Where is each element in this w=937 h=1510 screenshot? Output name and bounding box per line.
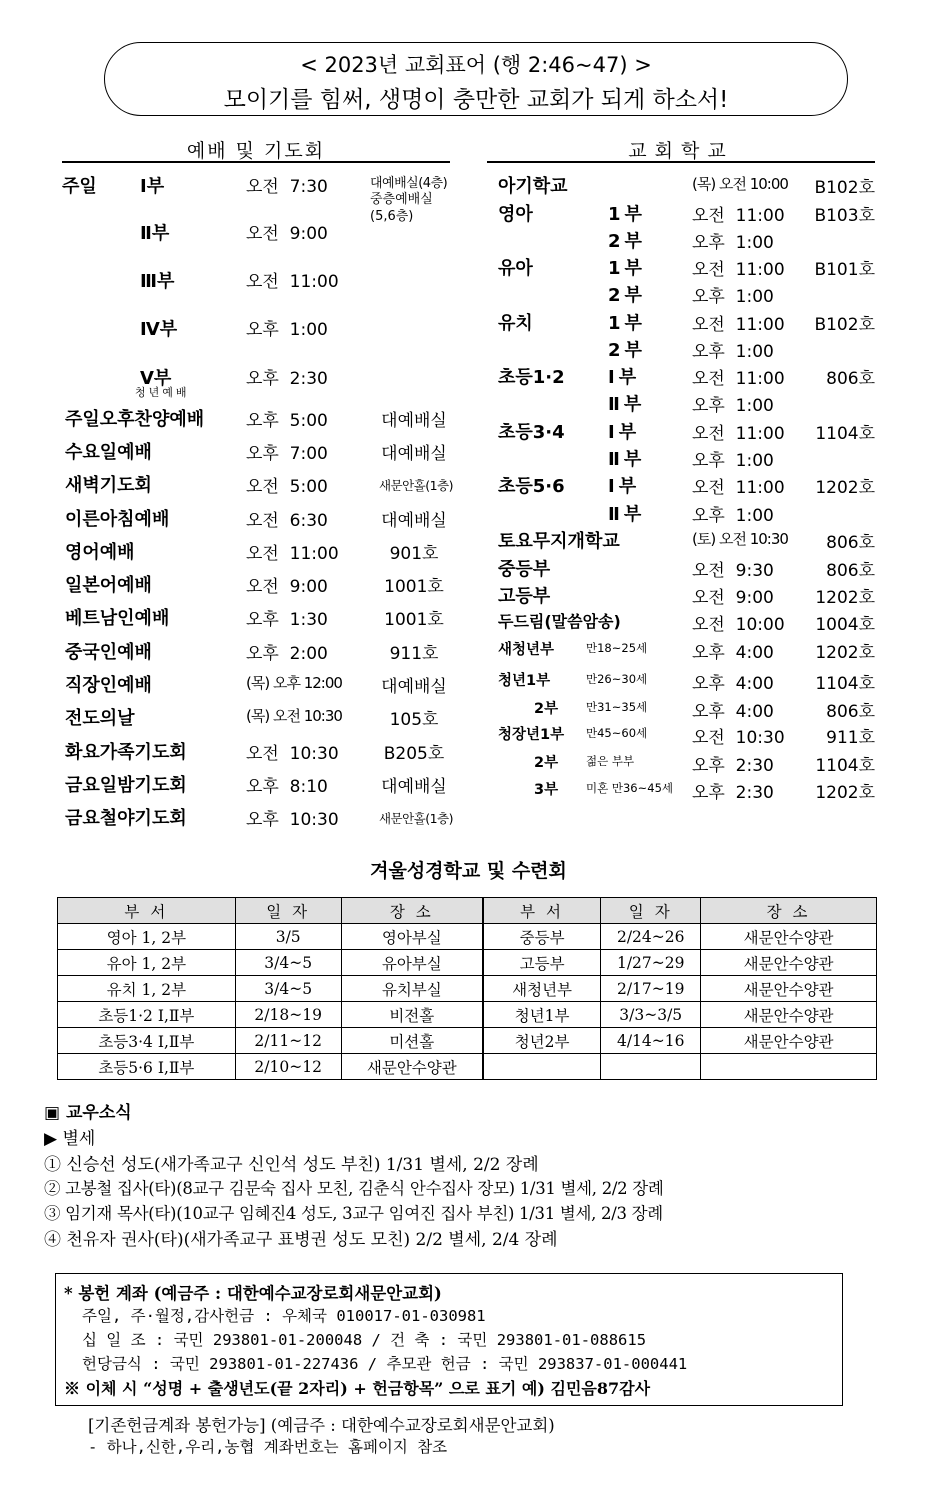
worship-name: 이른아침예배 xyxy=(65,509,170,530)
winter-header-cell: 부 서 xyxy=(483,898,601,924)
school-time: 오전 10:00 xyxy=(692,615,785,635)
school-part: Ⅰ부 xyxy=(608,476,641,497)
school-time: 오전 11:00 xyxy=(692,206,785,226)
sunday-service-part: Ⅱ부 xyxy=(140,223,170,244)
sunday-service-time: 오후 2:30 xyxy=(246,369,328,389)
school-dept: 중등부 xyxy=(498,559,551,580)
news-sub: ▶ 별세 xyxy=(44,1129,96,1149)
winter-schedule-table xyxy=(57,897,877,1080)
sunday-service-part: Ⅲ부 xyxy=(140,271,175,292)
table-cell: 새문안수양관 xyxy=(701,950,877,976)
worship-time: 오전 10:30 xyxy=(246,744,339,764)
young-time: 오후 2:30 xyxy=(692,783,774,803)
worship-name: 직장인예배 xyxy=(65,675,152,696)
table-cell: 새문안수양관 xyxy=(701,1002,877,1028)
table-cell: 2/10~12 xyxy=(235,1054,341,1080)
school-time: 오전 11:00 xyxy=(692,424,785,444)
table-cell: 2/24~26 xyxy=(601,924,701,950)
young-room: 1202호 xyxy=(815,783,875,803)
young-time: 오후 4:00 xyxy=(692,643,774,663)
young-dept: 2부 xyxy=(534,701,559,717)
table-cell: 새문안수양관 xyxy=(701,1028,877,1054)
school-dept: 고등부 xyxy=(498,586,551,607)
worship-time: 오전 5:00 xyxy=(246,477,328,497)
donation-line-4: 헌당금식 : 국민 293801-01-227436 / 추모관 헌금 : 국민 293837-01-000441 xyxy=(82,1355,688,1373)
young-dept: 새청년부 xyxy=(498,642,555,658)
school-room: 1202호 xyxy=(815,478,875,498)
school-room: B102호 xyxy=(814,178,875,198)
young-room: 806호 xyxy=(826,702,875,722)
school-part: 2부 xyxy=(608,340,646,361)
table-cell: 2/11~12 xyxy=(235,1028,341,1054)
winter-header-cell: 장 소 xyxy=(341,898,483,924)
table-cell: 초등1·2 Ⅰ,Ⅱ부 xyxy=(58,1002,236,1028)
worship-name: 화요가족기도회 xyxy=(65,742,187,763)
news-item: ② 고봉철 집사(타)(8교구 김문숙 집사 모친, 김춘식 안수집사 장모) 1/31 별세, 2/2 장례 xyxy=(44,1179,664,1198)
worship-place: 대예배실 xyxy=(381,411,447,431)
table-cell: 1/27~29 xyxy=(601,950,701,976)
table-cell: 영아 1, 2부 xyxy=(58,924,236,950)
worship-place: 새문안홀(1층) xyxy=(378,811,454,826)
table-cell: 새문안수양관 xyxy=(701,976,877,1002)
news-item: ④ 천유자 권사(타)(새가족교구 표병권 성도 모친) 2/2 별세, 2/4 장례 xyxy=(44,1230,558,1250)
worship-place: 대예배실 xyxy=(381,777,447,797)
school-part: Ⅰ부 xyxy=(608,367,641,388)
worship-time: (목) 오전 10:30 xyxy=(246,707,342,725)
school-room: B102호 xyxy=(814,315,875,335)
winter-header-cell: 일 자 xyxy=(601,898,701,924)
school-dept: 유아 xyxy=(498,258,533,279)
school-part: 1부 xyxy=(608,258,646,279)
school-part: Ⅰ부 xyxy=(608,422,641,443)
young-age: 만45~60세 xyxy=(586,726,648,740)
school-dept: 초등3·4 xyxy=(498,422,565,443)
young-age: 만18~25세 xyxy=(586,641,648,655)
worship-place: B205호 xyxy=(383,744,445,764)
youth-worship-note: 청년예배 xyxy=(135,386,190,399)
worship-name: 중국인예배 xyxy=(65,642,152,663)
school-dept: 토요무지개학교 xyxy=(498,531,620,552)
young-age: 미혼 만36~45세 xyxy=(586,781,673,795)
table-cell: 2/18~19 xyxy=(235,1002,341,1028)
worship-name: 일본어예배 xyxy=(65,575,152,596)
young-time: 오후 4:00 xyxy=(692,674,774,694)
table-cell: 유아부실 xyxy=(341,950,483,976)
sunday-service-part: Ⅴ부 xyxy=(140,368,172,389)
school-part: Ⅱ부 xyxy=(608,449,646,470)
worship-time: 오전 11:00 xyxy=(246,544,339,564)
table-cell xyxy=(601,1054,701,1080)
worship-time: (목) 오후 12:00 xyxy=(246,674,342,692)
young-dept: 청년1부 xyxy=(498,673,551,689)
school-part: Ⅱ부 xyxy=(608,504,646,525)
table-cell: 2/17~19 xyxy=(601,976,701,1002)
worship-place: 대예배실 xyxy=(381,444,447,464)
table-cell: 영아부실 xyxy=(341,924,483,950)
motto-banner xyxy=(104,42,848,116)
school-dept: 아기학교 xyxy=(498,176,568,197)
donation-extra-1: [기존헌금계좌 봉헌가능] (예금주 : 대한예수교장로회새문안교회) xyxy=(88,1416,555,1435)
table-cell: 3/5 xyxy=(235,924,341,950)
school-time: 오전 11:00 xyxy=(692,369,785,389)
school-room: B103호 xyxy=(814,206,875,226)
young-time: 오후 2:30 xyxy=(692,756,774,776)
school-time: 오후 1:00 xyxy=(692,287,774,307)
school-room: 1004호 xyxy=(815,615,875,635)
young-dept: 청장년1부 xyxy=(498,727,565,743)
winter-title: 겨울성경학교 및 수련회 xyxy=(370,860,567,882)
sunday-service-time: 오전 7:30 xyxy=(246,177,328,197)
young-room: 1202호 xyxy=(815,643,875,663)
table-cell: 유치부실 xyxy=(341,976,483,1002)
worship-rule xyxy=(62,161,450,163)
donation-line-1: * 봉헌 계좌 (예금주 : 대한예수교장로회새문안교회) xyxy=(64,1284,442,1303)
school-dept: 유치 xyxy=(498,313,533,334)
donation-extra-2: - 하나,신한,우리,농협 계좌번호는 홈페이지 참조 xyxy=(88,1438,448,1456)
worship-name: 주일오후찬양예배 xyxy=(65,409,205,430)
table-cell: 비전홀 xyxy=(341,1002,483,1028)
school-time: 오전 9:30 xyxy=(692,561,774,581)
table-cell: 3/4~5 xyxy=(235,950,341,976)
school-time: 오후 1:00 xyxy=(692,451,774,471)
young-room: 911호 xyxy=(826,728,875,748)
school-room: 806호 xyxy=(826,369,875,389)
worship-name: 베트남인예배 xyxy=(65,608,170,629)
winter-header-cell: 일 자 xyxy=(235,898,341,924)
sunday-label: 주일 xyxy=(62,176,97,197)
worship-time: 오후 7:00 xyxy=(246,444,328,464)
worship-title: 예배 및 기도회 xyxy=(186,140,326,162)
school-room: 1104호 xyxy=(815,424,875,444)
school-part: 2부 xyxy=(608,285,646,306)
worship-place: 911호 xyxy=(389,644,439,664)
table-cell: 초등5·6 Ⅰ,Ⅱ부 xyxy=(58,1054,236,1080)
young-age: 만26~30세 xyxy=(586,672,648,686)
worship-name: 전도의날 xyxy=(65,708,135,729)
sunday-service-time: 오전 11:00 xyxy=(246,272,339,292)
table-cell: 새문안수양관 xyxy=(701,924,877,950)
motto-title: < 2023년 교회표어 (행 2:46~47) > xyxy=(300,53,652,77)
news-title: ▣ 교우소식 xyxy=(44,1103,132,1123)
table-cell: 미션홀 xyxy=(341,1028,483,1054)
sunday-service-part: Ⅳ부 xyxy=(140,319,178,340)
worship-place: 새문안홀(1층) xyxy=(378,478,454,493)
worship-time: 오후 1:30 xyxy=(246,610,328,630)
table-row xyxy=(58,950,877,976)
winter-header-cell: 장 소 xyxy=(701,898,877,924)
school-room: B101호 xyxy=(814,260,875,280)
young-dept: 2부 xyxy=(534,755,559,771)
worship-time: 오전 9:00 xyxy=(246,577,328,597)
young-age: 만31~35세 xyxy=(586,700,648,714)
school-time: (토) 오전 10:30 xyxy=(692,530,788,548)
donation-box xyxy=(55,1273,843,1406)
sunday-service-part: Ⅰ부 xyxy=(140,176,165,197)
sunday-place-2: 중층예배실 xyxy=(370,192,433,207)
young-room: 1104호 xyxy=(815,756,875,776)
table-row xyxy=(58,1054,877,1080)
school-dept: 초등1·2 xyxy=(498,367,565,388)
school-room: 806호 xyxy=(826,533,875,553)
worship-place: 901호 xyxy=(389,544,439,564)
worship-place: 105호 xyxy=(389,710,439,730)
school-part: 2부 xyxy=(608,231,646,252)
worship-time: 오후 8:10 xyxy=(246,777,328,797)
motto-text: 모이기를 힘써, 생명이 충만한 교회가 되게 하소서! xyxy=(223,87,729,113)
worship-place: 대예배실 xyxy=(381,511,447,531)
table-row xyxy=(58,924,877,950)
worship-name: 영어예배 xyxy=(65,542,135,563)
school-part: 1부 xyxy=(608,204,646,225)
donation-line-2: 주일, 주·월정,감사헌금 : 우체국 010017-01-030981 xyxy=(82,1307,486,1325)
table-cell: 고등부 xyxy=(483,950,601,976)
young-time: 오전 10:30 xyxy=(692,728,785,748)
young-age: 젊은 부부 xyxy=(586,754,635,768)
school-part: Ⅱ부 xyxy=(608,394,646,415)
school-time: 오전 11:00 xyxy=(692,478,785,498)
school-time: 오전 11:00 xyxy=(692,260,785,280)
worship-name: 새벽기도회 xyxy=(65,475,152,496)
worship-time: 오후 5:00 xyxy=(246,411,328,431)
worship-time: 오후 2:00 xyxy=(246,644,328,664)
table-cell: 청년2부 xyxy=(483,1028,601,1054)
table-cell: 중등부 xyxy=(483,924,601,950)
table-cell: 유아 1, 2부 xyxy=(58,950,236,976)
young-dept: 3부 xyxy=(534,782,559,798)
worship-place: 1001호 xyxy=(384,577,444,597)
winter-header-cell: 부 서 xyxy=(58,898,236,924)
school-room: 806호 xyxy=(826,561,875,581)
table-row xyxy=(58,1002,877,1028)
table-cell: 3/3~3/5 xyxy=(601,1002,701,1028)
worship-time: 오전 6:30 xyxy=(246,511,328,531)
donation-note: ※ 이체 시 “성명 + 출생년도(끝 2자리) + 헌금항목” 으로 표기 예) 김민음87감사 xyxy=(64,1379,651,1398)
table-cell xyxy=(701,1054,877,1080)
school-rule xyxy=(487,161,875,163)
school-part: 1부 xyxy=(608,313,646,334)
table-cell xyxy=(483,1054,601,1080)
school-dept: 영아 xyxy=(498,204,533,225)
table-cell: 유치 1, 2부 xyxy=(58,976,236,1002)
sunday-service-time: 오후 1:00 xyxy=(246,320,328,340)
sunday-place-3: (5,6층) xyxy=(370,209,414,224)
school-dept: 두드림(말씀암송) xyxy=(498,612,621,631)
sunday-service-time: 오전 9:00 xyxy=(246,224,328,244)
school-time: (목) 오전 10:00 xyxy=(692,175,788,193)
worship-place: 대예배실 xyxy=(381,677,447,697)
worship-time: 오후 10:30 xyxy=(246,810,339,830)
school-dept: 초등5·6 xyxy=(498,476,565,497)
donation-line-3: 십 일 조 : 국민 293801-01-200048 / 건 축 : 국민 293801-01-088615 xyxy=(82,1331,647,1349)
young-time: 오후 4:00 xyxy=(692,702,774,722)
table-cell: 4/14~16 xyxy=(601,1028,701,1054)
news-item: ① 신승선 성도(새가족교구 신인석 성도 부친) 1/31 별세, 2/2 장례 xyxy=(44,1155,539,1175)
worship-place: 1001호 xyxy=(384,610,444,630)
news-item: ③ 임기재 목사(타)(10교구 임혜진4 성도, 3교구 임여진 집사 부친) 1/31 별세, 2/3 장례 xyxy=(44,1204,663,1223)
table-row xyxy=(58,1028,877,1054)
school-time: 오전 11:00 xyxy=(692,315,785,335)
school-time: 오후 1:00 xyxy=(692,233,774,253)
table-cell: 새문안수양관 xyxy=(341,1054,483,1080)
school-title: 교회학교 xyxy=(628,140,734,162)
table-cell: 새청년부 xyxy=(483,976,601,1002)
table-cell: 초등3·4 Ⅰ,Ⅱ부 xyxy=(58,1028,236,1054)
table-row xyxy=(58,976,877,1002)
school-time: 오후 1:00 xyxy=(692,506,774,526)
school-room: 1202호 xyxy=(815,588,875,608)
worship-name: 금요철야기도회 xyxy=(65,808,187,829)
table-cell: 청년1부 xyxy=(483,1002,601,1028)
school-time: 오후 1:00 xyxy=(692,342,774,362)
young-room: 1104호 xyxy=(815,674,875,694)
sunday-place-1: 대예배실(4층) xyxy=(370,176,448,191)
school-time: 오전 9:00 xyxy=(692,588,774,608)
table-cell: 3/4~5 xyxy=(235,976,341,1002)
worship-name: 금요일밤기도회 xyxy=(65,775,187,796)
worship-name: 수요일예배 xyxy=(65,442,152,463)
school-time: 오후 1:00 xyxy=(692,396,774,416)
